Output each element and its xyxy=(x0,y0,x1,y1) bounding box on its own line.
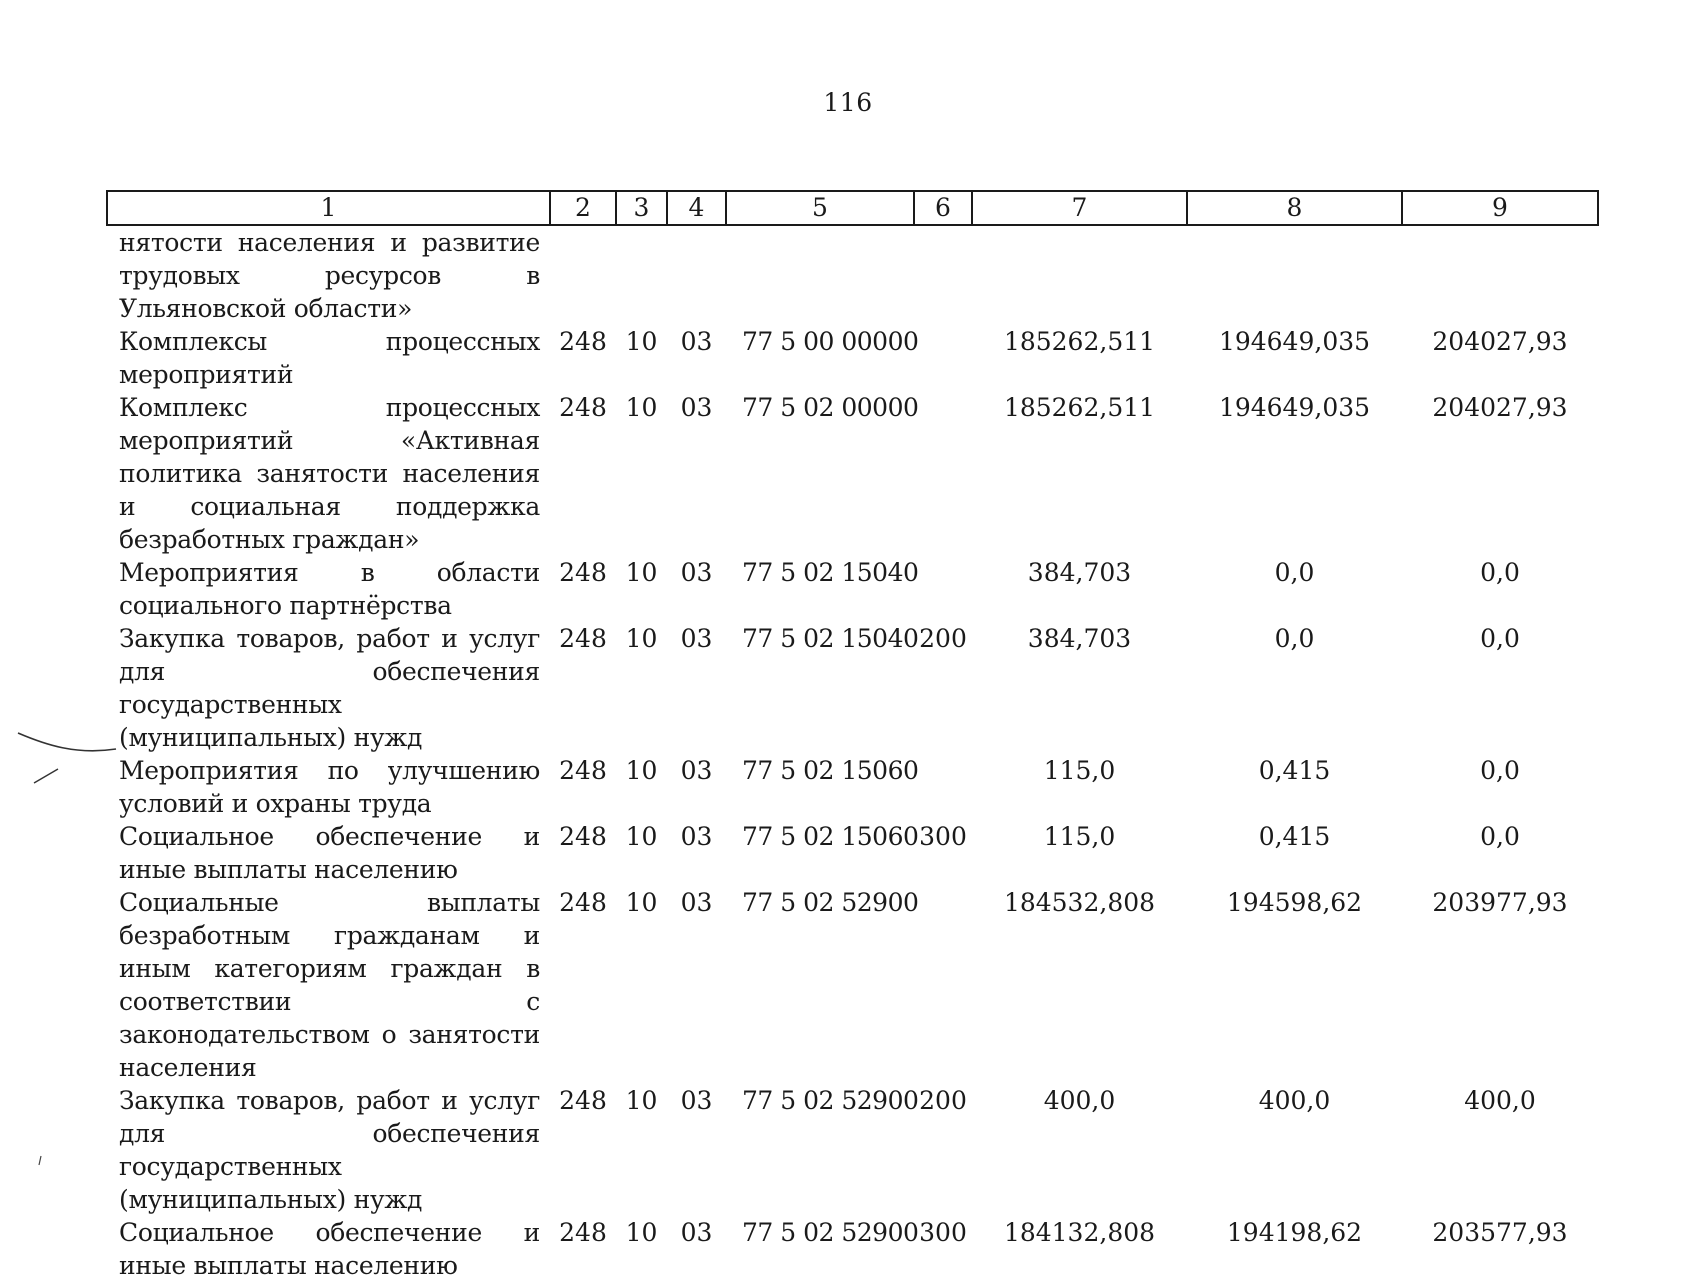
table-row xyxy=(107,622,1598,754)
cell-col-4: 03 xyxy=(680,822,713,851)
column-header-3: 3 xyxy=(616,191,667,225)
column-header-8: 8 xyxy=(1187,191,1402,225)
cell-col-3: 10 xyxy=(625,624,658,653)
cell-col-7: 384,703 xyxy=(1027,558,1132,587)
cell-col-3: 10 xyxy=(625,558,658,587)
table-row xyxy=(107,556,1598,622)
column-header-6: 6 xyxy=(914,191,972,225)
row-name-cell: нятости населения и развитие трудовых ресурсов в Ульяновской области» xyxy=(119,228,540,323)
cell-col-2: 248 xyxy=(559,888,607,917)
cell-col-7: 400,0 xyxy=(1043,1086,1116,1115)
budget-table-container xyxy=(106,190,1597,1282)
row-name-cell: Социальные выплаты безработным гражданам и иным категориям граждан в соответствии с законодательством о занятости населения xyxy=(119,888,540,1082)
cell-col-5: 77 5 02 15060 xyxy=(742,822,919,851)
cell-col-2: 248 xyxy=(559,756,607,785)
cell-col-6: 200 xyxy=(919,624,967,653)
table-row xyxy=(107,1084,1598,1216)
cell-col-6 xyxy=(914,391,972,556)
cell-col-2: 248 xyxy=(559,1218,607,1247)
scan-mark-dot xyxy=(36,1155,46,1167)
cell-col-9: 0,0 xyxy=(1480,624,1520,653)
cell-col-5: 77 5 02 52900 xyxy=(742,888,919,917)
cell-col-4: 03 xyxy=(680,1218,713,1247)
cell-col-8: 194649,035 xyxy=(1218,327,1371,356)
cell-col-3: 10 xyxy=(625,1218,658,1247)
cell-col-9: 400,0 xyxy=(1464,1086,1536,1115)
cell-col-3: 10 xyxy=(625,393,658,422)
budget-table xyxy=(106,190,1599,1282)
table-row xyxy=(107,391,1598,556)
row-name-cell: Комплексы процессных мероприятий xyxy=(119,327,540,389)
cell-col-8: 400,0 xyxy=(1258,1086,1331,1115)
column-header-1: 1 xyxy=(107,191,550,225)
cell-col-2: 248 xyxy=(559,1086,607,1115)
cell-col-3: 10 xyxy=(625,888,658,917)
cell-col-4: 03 xyxy=(680,558,713,587)
row-name-cell: Мероприятия по улучшению условий и охраны труда xyxy=(119,756,540,818)
cell-col-9: 0,0 xyxy=(1480,822,1520,851)
cell-col-7: 384,703 xyxy=(1027,624,1132,653)
cell-col-9: 203977,93 xyxy=(1432,888,1568,917)
cell-col-5: 77 5 02 15060 xyxy=(742,756,919,785)
cell-col-3 xyxy=(616,225,667,325)
column-header-4: 4 xyxy=(667,191,726,225)
cell-col-7: 115,0 xyxy=(1043,756,1116,785)
cell-col-8 xyxy=(1187,225,1402,325)
cell-col-7: 185262,511 xyxy=(1003,393,1156,422)
row-name-cell: Социальное обеспечение и иные выплаты населению xyxy=(119,822,540,884)
cell-col-5: 77 5 02 52900 xyxy=(742,1086,919,1115)
cell-col-3: 10 xyxy=(625,1086,658,1115)
cell-col-2: 248 xyxy=(559,393,607,422)
cell-col-6 xyxy=(914,556,972,622)
cell-col-8: 194598,62 xyxy=(1226,888,1363,917)
cell-col-8: 194649,035 xyxy=(1218,393,1371,422)
column-header-5: 5 xyxy=(726,191,914,225)
cell-col-3: 10 xyxy=(625,327,658,356)
cell-col-4: 03 xyxy=(680,327,713,356)
cell-col-4: 03 xyxy=(680,393,713,422)
table-row xyxy=(107,754,1598,820)
cell-col-2: 248 xyxy=(559,624,607,653)
cell-col-8: 0,0 xyxy=(1274,624,1315,653)
row-name-cell: Закупка товаров, работ и услуг для обеспечения государственных (муниципальных) нужд xyxy=(119,1086,540,1214)
cell-col-6 xyxy=(914,225,972,325)
table-row xyxy=(107,1216,1598,1282)
cell-col-4: 03 xyxy=(680,1086,713,1115)
cell-col-4: 03 xyxy=(680,624,713,653)
row-name-cell: Социальное обеспечение и иные выплаты населению xyxy=(119,1218,540,1280)
cell-col-4: 03 xyxy=(680,888,713,917)
cell-col-6: 300 xyxy=(919,822,967,851)
cell-col-6 xyxy=(914,325,972,391)
cell-col-8: 0,415 xyxy=(1258,822,1331,851)
cell-col-8: 194198,62 xyxy=(1226,1218,1363,1247)
cell-col-7 xyxy=(972,225,1187,325)
row-name-cell: Мероприятия в области социального партнёрства xyxy=(119,558,540,620)
cell-col-6: 300 xyxy=(919,1218,967,1247)
cell-col-2: 248 xyxy=(559,327,607,356)
table-row xyxy=(107,820,1598,886)
table-row xyxy=(107,325,1598,391)
column-header-9: 9 xyxy=(1402,191,1598,225)
column-header-7: 7 xyxy=(972,191,1187,225)
cell-col-9: 204027,93 xyxy=(1432,393,1568,422)
cell-col-4 xyxy=(667,225,726,325)
cell-col-2: 248 xyxy=(559,558,607,587)
cell-col-6: 200 xyxy=(919,1086,967,1115)
row-name-cell: Комплекс процессных мероприятий «Активная политика занятости населения и социальная поддержка безработных граждан» xyxy=(119,393,540,554)
cell-col-2: 248 xyxy=(559,822,607,851)
row-name-cell: Закупка товаров, работ и услуг для обеспечения государственных (муниципальных) нужд xyxy=(119,624,540,752)
cell-col-5: 77 5 02 15040 xyxy=(742,558,919,587)
cell-col-7: 184532,808 xyxy=(1003,888,1156,917)
table-body xyxy=(107,225,1598,1282)
cell-col-7: 115,0 xyxy=(1043,822,1116,851)
table-row xyxy=(107,225,1598,325)
cell-col-5: 77 5 02 15040 xyxy=(742,624,919,653)
cell-col-9: 0,0 xyxy=(1480,558,1520,587)
cell-col-5: 77 5 00 00000 xyxy=(742,327,919,356)
cell-col-9: 0,0 xyxy=(1480,756,1520,785)
cell-col-6 xyxy=(914,754,972,820)
cell-col-2 xyxy=(550,225,616,325)
cell-col-3: 10 xyxy=(625,822,658,851)
cell-col-3: 10 xyxy=(625,756,658,785)
cell-col-4: 03 xyxy=(680,756,713,785)
cell-col-9: 203577,93 xyxy=(1432,1218,1568,1247)
cell-col-8: 0,0 xyxy=(1274,558,1315,587)
cell-col-8: 0,415 xyxy=(1258,756,1331,785)
cell-col-9: 204027,93 xyxy=(1432,327,1568,356)
cell-col-5: 77 5 02 00000 xyxy=(742,393,919,422)
cell-col-7: 185262,511 xyxy=(1003,327,1156,356)
cell-col-6 xyxy=(914,886,972,1084)
cell-col-5: 77 5 02 52900 xyxy=(742,1218,919,1247)
cell-col-7: 184132,808 xyxy=(1003,1218,1156,1247)
table-row xyxy=(107,886,1598,1084)
table-header-row xyxy=(107,191,1598,225)
page-number: 116 xyxy=(823,88,873,117)
column-header-2: 2 xyxy=(550,191,616,225)
cell-col-5 xyxy=(726,225,914,325)
cell-col-9 xyxy=(1402,225,1598,325)
